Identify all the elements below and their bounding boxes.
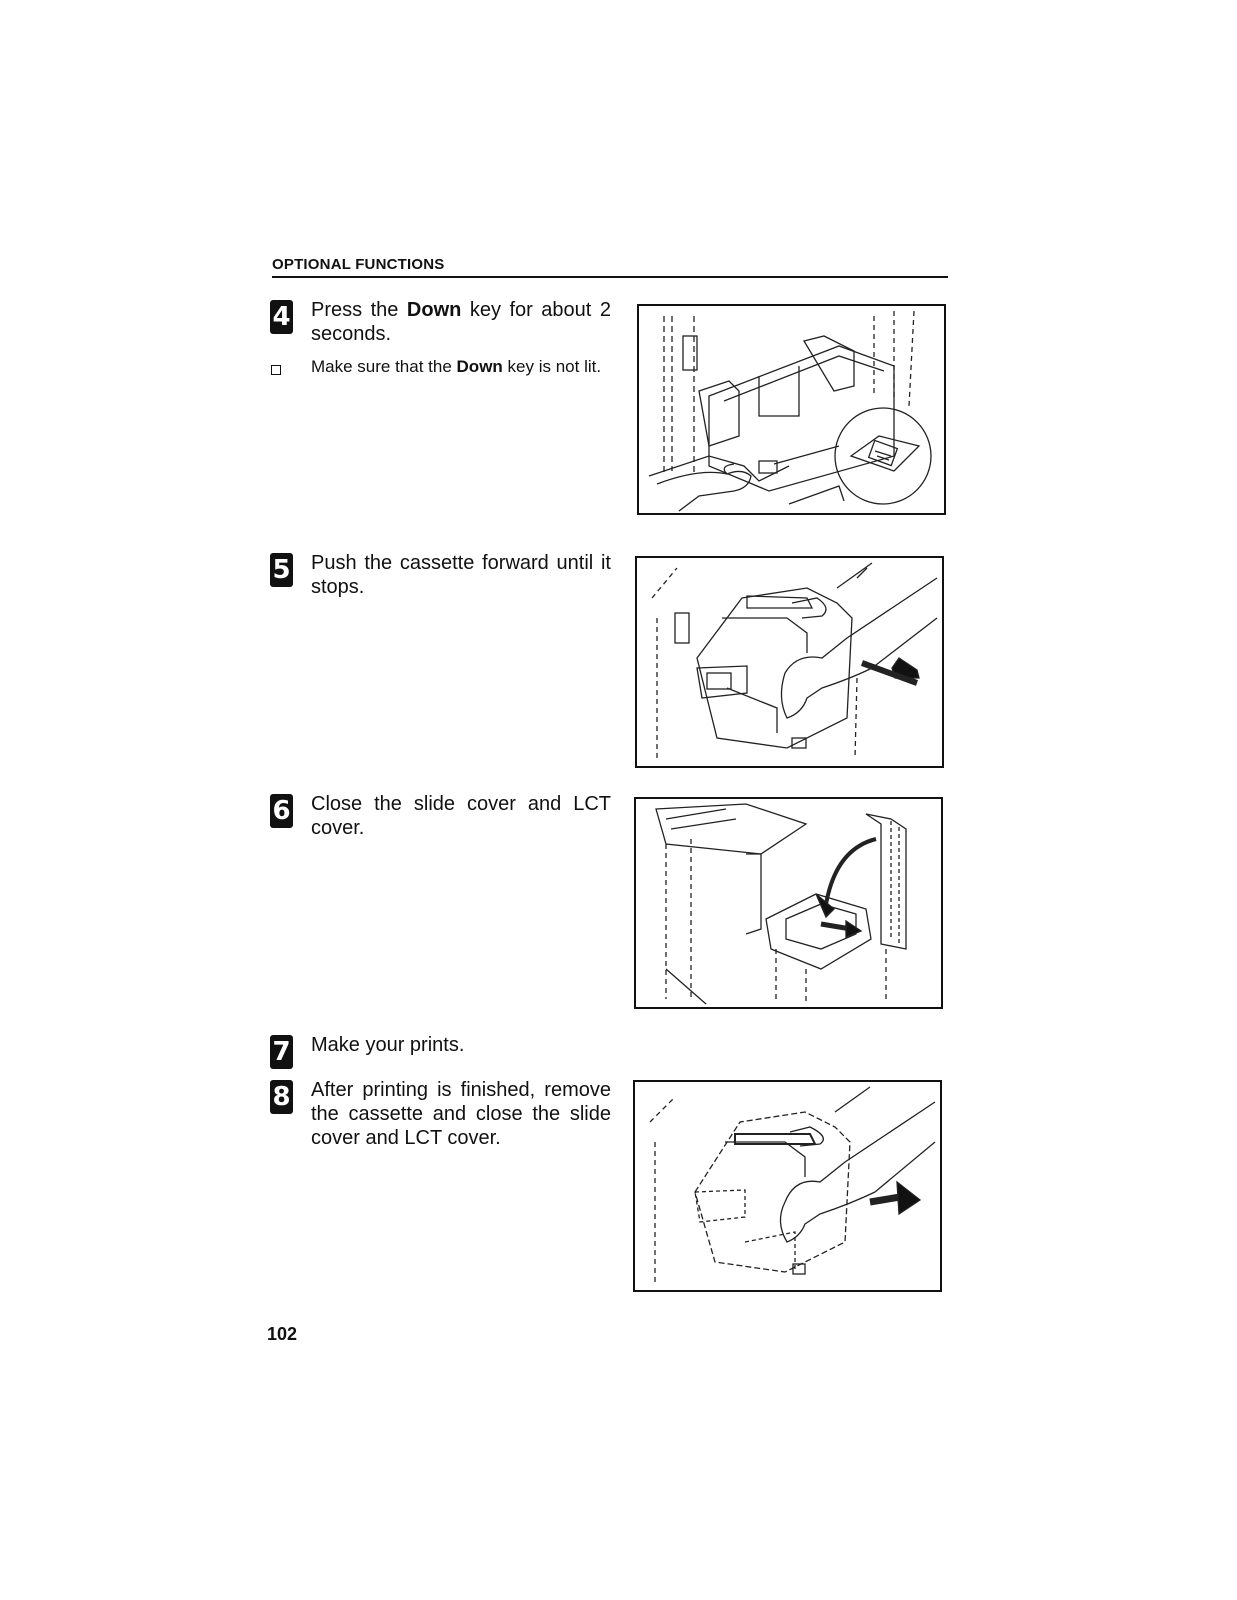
step-number-badge: 5: [270, 553, 293, 587]
step-8-text: After printing is finished, remove the cassette and close the slide cover and LCT cover.: [311, 1079, 611, 1149]
press-down-key-illustration: [637, 304, 946, 515]
remove-cassette-illustration: [633, 1080, 942, 1292]
note-text: [311, 356, 611, 377]
step-number-badge: 6: [270, 794, 293, 828]
step-6-text: Close the slide cover and LCT cover.: [311, 793, 611, 839]
note-text-post: key is not lit.: [502, 357, 602, 376]
step-5-text: Push the cassette forward until it stops.: [311, 552, 611, 598]
step-7-text: Make your prints.: [311, 1034, 465, 1056]
section-header: [272, 256, 948, 278]
step-number-badge: 4: [270, 300, 293, 334]
step-4-text-post: key for about 2 seconds.: [311, 299, 611, 345]
down-key-label: Down: [406, 299, 462, 321]
section-title: OPTIONAL FUNCTIONS: [272, 256, 445, 273]
close-cover-illustration: [634, 797, 943, 1009]
note-down-key-label: Down: [456, 357, 503, 376]
step-number-badge: 7: [270, 1035, 293, 1069]
push-cassette-illustration: [635, 556, 944, 768]
step-4-text: [311, 298, 611, 346]
page-number: 102: [267, 1324, 298, 1344]
step-4-text-pre: Press the: [311, 299, 407, 321]
step-number-badge: 8: [270, 1080, 293, 1114]
note-checkbox-icon: [271, 365, 281, 375]
note-text-pre: Make sure that the: [311, 357, 457, 376]
